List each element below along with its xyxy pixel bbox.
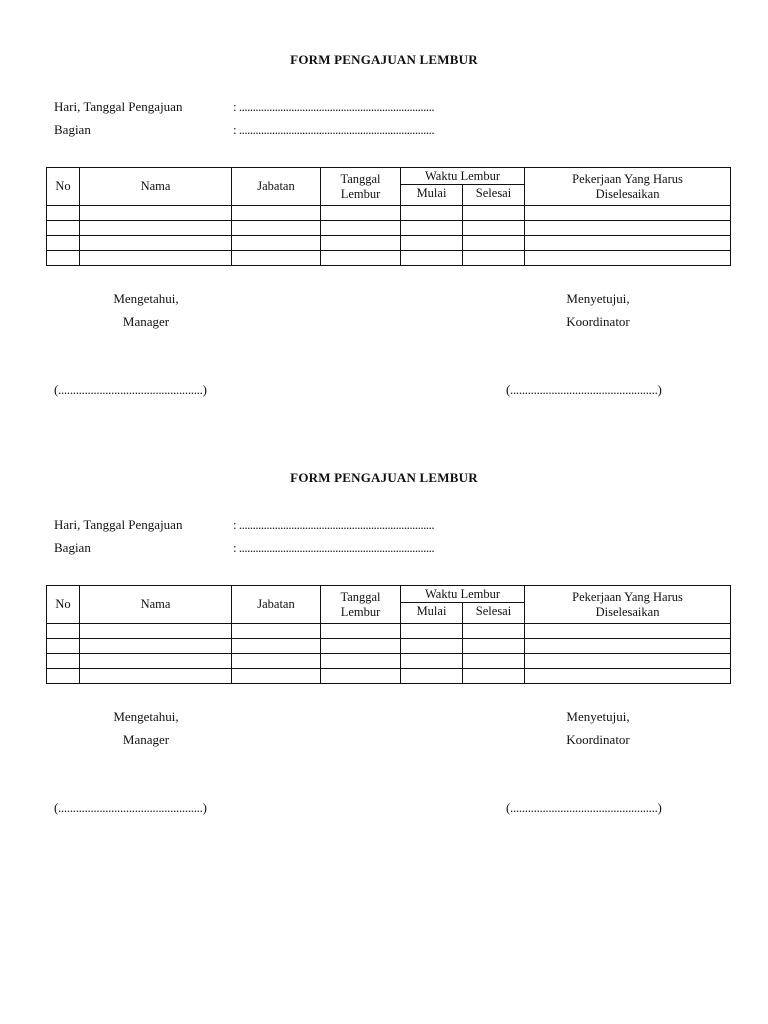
table-cell[interactable] [232, 251, 321, 266]
header-tanggal-line2: Lembur [340, 604, 381, 619]
table-cell[interactable] [525, 221, 731, 236]
table-cell[interactable] [321, 639, 401, 654]
table-cell[interactable] [47, 206, 80, 221]
table-cell[interactable] [401, 206, 463, 221]
table-cell[interactable] [463, 206, 525, 221]
header-pekerjaan-line2: Diselesaikan [595, 604, 660, 619]
header-no: No [47, 586, 80, 624]
form-title: FORM PENGAJUAN LEMBUR [290, 470, 478, 485]
table-cell[interactable] [401, 669, 463, 684]
table-cell[interactable] [401, 251, 463, 266]
table-cell[interactable] [47, 251, 80, 266]
table-cell[interactable] [321, 206, 401, 221]
header-no: No [47, 168, 80, 206]
table-row [47, 669, 731, 684]
table-cell[interactable] [232, 639, 321, 654]
header-pekerjaan-line1: Pekerjaan Yang Harus [572, 171, 683, 186]
table-cell[interactable] [321, 654, 401, 669]
header-mulai: Mulai [401, 185, 463, 206]
table-cell[interactable] [80, 236, 232, 251]
table-cell[interactable] [525, 236, 731, 251]
header-waktu-lembur: Waktu Lembur [401, 168, 525, 185]
table-cell[interactable] [232, 206, 321, 221]
overtime-form-2 [0, 418, 768, 818]
header-tanggal-line1: Tanggal [340, 589, 381, 604]
left-signature-caption: Mengetahui, [113, 291, 179, 306]
table-cell[interactable] [232, 236, 321, 251]
department-label: Bagian [54, 122, 91, 137]
table-cell[interactable] [321, 251, 401, 266]
right-signature-caption: Menyetujui, [566, 291, 630, 306]
department-field[interactable]: : ....................................................................... [233, 122, 435, 137]
table-cell[interactable] [47, 654, 80, 669]
right-signature-role: Koordinator [566, 314, 630, 329]
header-nama: Nama [80, 586, 232, 624]
table-cell[interactable] [463, 624, 525, 639]
table-cell[interactable] [232, 669, 321, 684]
table-cell[interactable] [463, 251, 525, 266]
header-jabatan: Jabatan [232, 168, 321, 206]
table-cell[interactable] [321, 236, 401, 251]
right-signature-role: Koordinator [566, 732, 630, 747]
table-cell[interactable] [232, 221, 321, 236]
table-cell[interactable] [401, 639, 463, 654]
table-cell[interactable] [401, 654, 463, 669]
department-field[interactable]: : ....................................................................... [233, 540, 435, 555]
header-selesai: Selesai [463, 603, 525, 624]
table-row [47, 221, 731, 236]
table-row [47, 251, 731, 266]
header-nama: Nama [80, 168, 232, 206]
table-cell[interactable] [401, 221, 463, 236]
overtime-table [46, 585, 731, 684]
header-pekerjaan [525, 168, 731, 206]
header-waktu-lembur: Waktu Lembur [401, 586, 525, 603]
table-cell[interactable] [80, 669, 232, 684]
table-cell[interactable] [80, 624, 232, 639]
table-cell[interactable] [463, 221, 525, 236]
table-cell[interactable] [525, 669, 731, 684]
table-cell[interactable] [80, 251, 232, 266]
table-cell[interactable] [401, 624, 463, 639]
header-pekerjaan [525, 586, 731, 624]
table-cell[interactable] [321, 669, 401, 684]
date-field[interactable]: : ....................................................................... [233, 517, 435, 532]
header-tanggal-lembur [321, 168, 401, 206]
right-signature-caption: Menyetujui, [566, 709, 630, 724]
overtime-table [46, 167, 731, 266]
date-field[interactable]: : ....................................................................... [233, 99, 435, 114]
left-signature-line[interactable]: (.................................................) [54, 800, 207, 815]
table-cell[interactable] [232, 654, 321, 669]
table-cell[interactable] [47, 639, 80, 654]
header-selesai: Selesai [463, 185, 525, 206]
table-cell[interactable] [525, 624, 731, 639]
left-signature-role: Manager [122, 314, 170, 329]
table-cell[interactable] [80, 639, 232, 654]
form-title: FORM PENGAJUAN LEMBUR [290, 52, 478, 67]
date-label: Hari, Tanggal Pengajuan [54, 517, 183, 532]
left-signature-line[interactable]: (.................................................) [54, 382, 207, 397]
table-cell[interactable] [47, 236, 80, 251]
table-cell[interactable] [80, 206, 232, 221]
table-cell[interactable] [525, 654, 731, 669]
table-cell[interactable] [463, 669, 525, 684]
header-pekerjaan-line1: Pekerjaan Yang Harus [572, 589, 683, 604]
overtime-form-1 [0, 0, 768, 400]
department-label: Bagian [54, 540, 91, 555]
table-row [47, 206, 731, 221]
table-cell[interactable] [525, 206, 731, 221]
table-cell[interactable] [80, 221, 232, 236]
header-tanggal-lembur [321, 586, 401, 624]
header-jabatan: Jabatan [232, 586, 321, 624]
table-cell[interactable] [232, 624, 321, 639]
header-tanggal-line1: Tanggal [340, 171, 381, 186]
table-cell[interactable] [463, 639, 525, 654]
table-cell[interactable] [321, 624, 401, 639]
left-signature-caption: Mengetahui, [113, 709, 179, 724]
table-cell[interactable] [463, 236, 525, 251]
right-signature-line[interactable]: (..................................................) [506, 800, 662, 815]
header-pekerjaan-line2: Diselesaikan [595, 186, 660, 201]
table-cell[interactable] [47, 221, 80, 236]
table-cell[interactable] [47, 669, 80, 684]
table-cell[interactable] [463, 654, 525, 669]
table-cell[interactable] [401, 236, 463, 251]
table-row [47, 639, 731, 654]
table-cell[interactable] [47, 624, 80, 639]
table-cell[interactable] [80, 654, 232, 669]
left-signature-role: Manager [122, 732, 170, 747]
table-row [47, 624, 731, 639]
table-cell[interactable] [321, 221, 401, 236]
table-cell[interactable] [525, 251, 731, 266]
header-mulai: Mulai [401, 603, 463, 624]
table-row [47, 236, 731, 251]
right-signature-line[interactable]: (..................................................) [506, 382, 662, 397]
header-tanggal-line2: Lembur [340, 186, 381, 201]
table-row [47, 654, 731, 669]
table-cell[interactable] [525, 639, 731, 654]
date-label: Hari, Tanggal Pengajuan [54, 99, 183, 114]
